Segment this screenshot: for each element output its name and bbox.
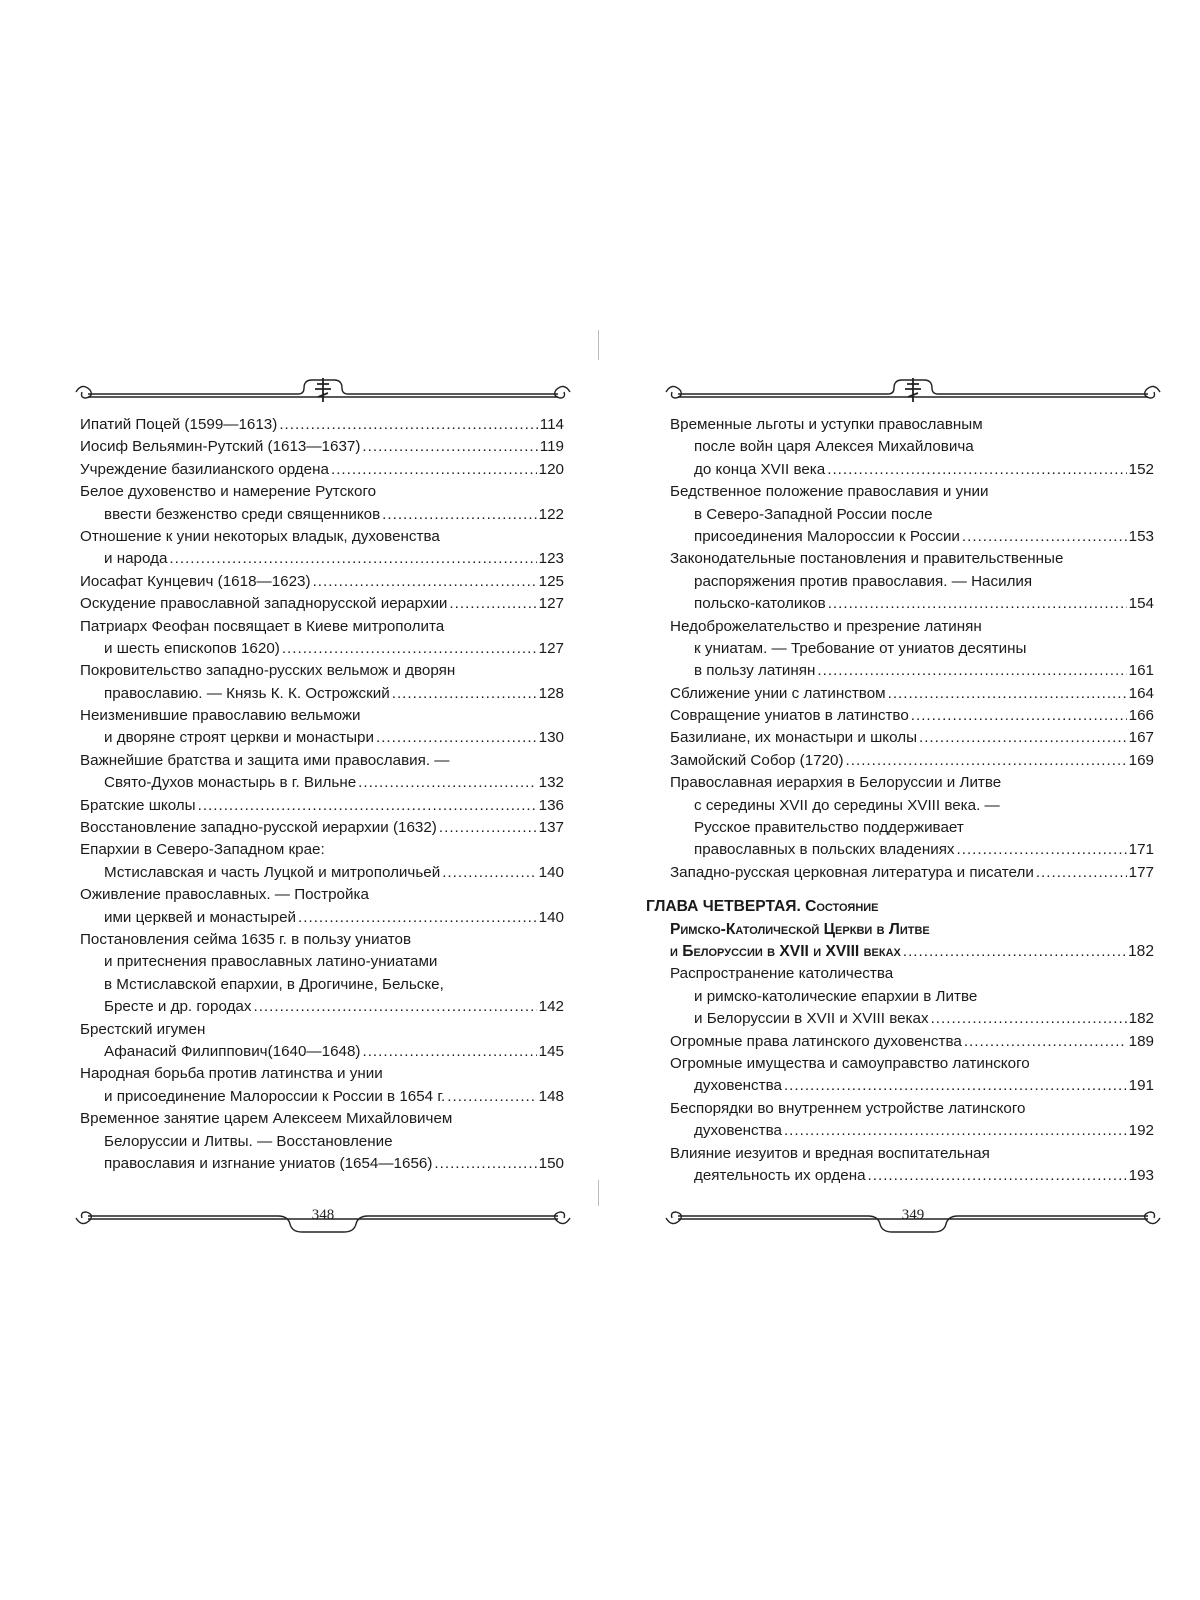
toc-entry-text: Иосиф Вельямин-Рутский (1613—1637) (80, 438, 361, 456)
toc-entry (80, 839, 564, 861)
toc-entry (670, 1031, 1154, 1053)
toc-entry (80, 727, 564, 749)
toc-entry (670, 414, 1154, 436)
toc-entry-page: 152 (1128, 460, 1154, 478)
toc-entry-text: Епархии в Северо-Западном крае: (80, 841, 325, 859)
toc-entry (80, 705, 564, 727)
toc-entry-text: и шесть епископов 1620) (104, 639, 280, 657)
dot-leader (911, 705, 1127, 727)
toc-entry-page: 137 (538, 819, 564, 837)
toc-entry-text: православию. — Князь К. К. Острожский (104, 684, 390, 702)
toc-entry (80, 951, 564, 973)
toc-entry (670, 705, 1154, 727)
toc-entry (670, 436, 1154, 458)
toc-entry-text: и присоединение Малороссии к России в 1654 г. (104, 1087, 446, 1105)
toc-entry-text: Ипатий Поцей (1599—1613) (80, 416, 278, 433)
toc-entry-text: ими церквей и монастырей (104, 908, 297, 926)
toc-entry-text: Законодательные постановления и правительственные (670, 550, 1064, 568)
toc-entry-text: духовенства (694, 1077, 782, 1095)
chapter-title-line3-row (670, 941, 1154, 963)
dot-leader (817, 660, 1126, 682)
toc-entry-text: Огромные имущества и самоуправство латинского (670, 1054, 1030, 1072)
toc-entry-text: Недоброжелательство и презрение латинян (670, 617, 982, 635)
toc-entry (670, 660, 1154, 682)
dot-leader (298, 907, 537, 929)
toc-entry-page: 148 (538, 1087, 564, 1105)
page-number-left: 348 (311, 1207, 335, 1223)
toc-entry-text: Бедственное положение православия и унии (670, 483, 989, 501)
toc-entry-text: Постановления сейма 1635 г. в пользу униатов (80, 930, 412, 948)
toc-entry-page: 120 (538, 460, 564, 478)
gutter-mark (598, 330, 599, 360)
toc-entry-text: Оскудение православной западнорусской иерархии (80, 595, 448, 613)
toc-entry (80, 436, 564, 458)
toc-entry-page: 142 (538, 998, 564, 1016)
dot-leader (362, 436, 537, 458)
dot-leader (362, 1041, 536, 1063)
toc-entry (80, 1108, 564, 1130)
chapter-title-line1: Состояние (805, 898, 879, 916)
toc-entry-page: 122 (538, 505, 564, 523)
toc-entry-text: Иосафат Кунцевич (1618—1623) (80, 572, 311, 590)
toc-entry-text: Замойский Собор (1720) (670, 751, 844, 769)
dot-leader (198, 795, 537, 817)
toc-entry-text: Бресте и др. городах (104, 998, 252, 1016)
toc-entry-page: 164 (1128, 684, 1154, 702)
toc-entry-text: ввести безженство среди священников (104, 505, 381, 523)
toc-entry-page: 145 (538, 1042, 564, 1060)
toc-entry (80, 548, 564, 570)
dot-leader (253, 996, 536, 1018)
toc-entry (670, 1075, 1154, 1097)
toc-entry (670, 986, 1154, 1008)
toc-entry-page: 192 (1128, 1122, 1154, 1140)
top-ornament-left (68, 372, 578, 408)
toc-entry-text: Покровительство западно-русских вельмож и дворян (80, 662, 456, 680)
toc-entry (670, 1165, 1154, 1187)
toc-entry (80, 683, 564, 705)
toc-entry-page: 182 (1128, 1010, 1154, 1028)
toc-entry (80, 750, 564, 772)
dot-leader (313, 571, 537, 593)
toc-entry (670, 593, 1154, 615)
chapter-title-line2: Римско-Католической Церкви в Литве (670, 920, 930, 938)
dot-leader (282, 638, 537, 660)
dot-leader (358, 772, 537, 794)
dot-leader (331, 459, 537, 481)
toc-entry (670, 727, 1154, 749)
toc-entry (670, 571, 1154, 593)
toc-entry-page: 130 (538, 729, 564, 747)
dot-leader (434, 1153, 536, 1175)
toc-entry-text: Отношение к унии некоторых владык, духовенства (80, 527, 440, 545)
toc-entry-text: с середины XVII до середины XVIII века. — (694, 796, 1000, 814)
toc-entry-page: 119 (539, 438, 564, 456)
toc-entry-page: 161 (1128, 662, 1154, 680)
toc-entry-text: Мстиславская и часть Луцкой и митрополичьей (104, 863, 441, 881)
toc-entry-text: духовенства (694, 1122, 782, 1140)
toc-entry (80, 593, 564, 615)
toc-entry-text: и притеснения православных латино-униатами (104, 953, 438, 971)
dot-leader (846, 750, 1127, 772)
toc-entry-text: польско-католиков (694, 595, 826, 613)
toc-entry-page: 166 (1128, 707, 1154, 725)
toc-entry-text: в Северо-Западной России после (694, 505, 933, 523)
toc-entry (80, 616, 564, 638)
toc-right (646, 414, 1154, 1187)
toc-entry (80, 1019, 564, 1041)
toc-entry-page: 140 (538, 863, 564, 881)
toc-entry-text: Огромные права латинского духовенства (670, 1032, 962, 1050)
toc-entry-text: Православная иерархия в Белоруссии и Литве (670, 774, 1002, 792)
toc-entry-text: Учреждение базилианского ордена (80, 460, 329, 478)
toc-entry (670, 616, 1154, 638)
toc-entry (80, 459, 564, 481)
toc-entry-text: Временное занятие царем Алексеем Михайловичем (80, 1110, 453, 1128)
dot-leader (868, 1165, 1127, 1187)
toc-entry-page: 169 (1128, 751, 1154, 769)
toc-entry (80, 772, 564, 794)
toc-entry (80, 1131, 564, 1153)
toc-entry (670, 481, 1154, 503)
toc-entry-page: 128 (538, 684, 564, 702)
toc-entry-text: Оживление православных. — Постройка (80, 886, 369, 904)
toc-entry-text: Распространение католичества (670, 965, 894, 983)
toc-entry-page: 167 (1128, 729, 1154, 747)
toc-entry-text: Беспорядки во внутреннем устройстве латинского (670, 1099, 1026, 1117)
toc-entry-page: 154 (1128, 595, 1154, 613)
toc-entry (670, 1008, 1154, 1030)
toc-entry (80, 638, 564, 660)
dot-leader (439, 817, 537, 839)
toc-entry-page: 177 (1128, 863, 1154, 881)
toc-entry (670, 504, 1154, 526)
bottom-ornament-left (68, 1204, 578, 1240)
toc-entry-page: 127 (538, 595, 564, 613)
dot-leader (964, 1031, 1127, 1053)
toc-entry-text: Временные льготы и уступки православным (670, 416, 983, 433)
page-number-right: 349 (901, 1207, 925, 1223)
chapter-heading (646, 896, 1154, 918)
dot-leader (382, 504, 536, 526)
toc-entry-text: распоряжения против православия. — Насилия (694, 572, 1033, 590)
toc-entry-text: Неизменившие православию вельможи (80, 707, 361, 725)
toc-entry-text: деятельность их ордена (694, 1166, 866, 1184)
toc-entry (80, 414, 564, 436)
toc-entry (670, 963, 1154, 985)
toc-entry-page: 114 (539, 416, 564, 433)
toc-entry (80, 571, 564, 593)
dot-leader (169, 548, 536, 570)
toc-entry (80, 1153, 564, 1175)
toc-entry-text: Свято-Духов монастырь в г. Вильне (104, 774, 357, 792)
toc-entry (670, 862, 1154, 884)
toc-entry-text: Совращение униатов в латинство (670, 707, 909, 725)
toc-entry-text: православия и изгнание униатов (1654—1656) (104, 1154, 433, 1172)
toc-entry-text: Сближение унии с латинством (670, 684, 886, 702)
toc-entry (670, 526, 1154, 548)
toc-entry (670, 638, 1154, 660)
toc-entry-text: в пользу латинян (694, 662, 816, 680)
toc-entry-page: 123 (538, 550, 564, 568)
toc-entry-page: 189 (1128, 1032, 1154, 1050)
chapter-title-line2-row (670, 919, 1154, 941)
dot-leader (903, 941, 1126, 963)
toc-entry-text: Народная борьба против латинства и унии (80, 1065, 383, 1083)
toc-entry-text: Западно-русская церковная литература и писатели (670, 863, 1034, 881)
toc-entry-text: Патриарх Феофан посвящает в Киеве митрополита (80, 617, 445, 635)
toc-entry-page: 191 (1128, 1077, 1154, 1095)
toc-entry-text: к униатам. — Требование от униатов десятины (694, 639, 1027, 657)
dot-leader (888, 683, 1127, 705)
toc-entry-page: 132 (538, 774, 564, 792)
dot-leader (962, 526, 1127, 548)
bottom-ornament-right (658, 1204, 1168, 1240)
toc-entry (670, 548, 1154, 570)
toc-left (80, 414, 564, 1175)
toc-entry-text: Братские школы (80, 796, 196, 814)
toc-entry (670, 750, 1154, 772)
toc-entry (80, 929, 564, 951)
toc-entry-text: до конца XVII века (694, 460, 826, 478)
toc-entry (670, 1098, 1154, 1120)
toc-entry (80, 1063, 564, 1085)
toc-entry (670, 683, 1154, 705)
toc-entry (80, 884, 564, 906)
dot-leader (279, 414, 537, 436)
dot-leader (919, 727, 1127, 749)
dot-leader (449, 593, 536, 615)
dot-leader (784, 1075, 1127, 1097)
toc-entry-text: Влияние иезуитов и вредная воспитательная (670, 1144, 990, 1162)
toc-entry (670, 795, 1154, 817)
toc-entry (670, 1120, 1154, 1142)
toc-entry (670, 839, 1154, 861)
toc-entry-text: Белоруссии и Литвы. — Восстановление (104, 1132, 393, 1150)
toc-entry-text: Брестский игумен (80, 1020, 206, 1038)
toc-entry-text: и римско-католические епархии в Литве (694, 987, 978, 1005)
toc-entry-text: Восстановление западно-русской иерархии (1632) (80, 819, 437, 837)
dot-leader (376, 727, 537, 749)
dot-leader (827, 459, 1126, 481)
toc-entry (80, 1041, 564, 1063)
toc-entry-text: Базилиане, их монастыри и школы (670, 729, 917, 747)
spacer (670, 884, 1154, 896)
dot-leader (957, 839, 1127, 861)
dot-leader (784, 1120, 1127, 1142)
top-ornament-right (658, 372, 1168, 408)
toc-entry-page: 140 (538, 908, 564, 926)
toc-entry (80, 974, 564, 996)
orthodox-cross-ornament-icon (68, 372, 578, 408)
toc-entry-text: Белое духовенство и намерение Рутского (80, 483, 377, 501)
dot-leader (442, 862, 536, 884)
dot-leader (931, 1008, 1127, 1030)
toc-entry-text: православных в польских владениях (694, 841, 955, 859)
dot-leader (392, 683, 537, 705)
chapter-page: 182 (1127, 942, 1154, 960)
toc-entry (80, 795, 564, 817)
toc-entry (80, 504, 564, 526)
toc-entry (80, 907, 564, 929)
toc-entry (80, 1086, 564, 1108)
toc-entry-text: Важнейшие братства и защита ими православия. — (80, 751, 450, 769)
toc-entry-page: 125 (538, 572, 564, 590)
chapter-label: ГЛАВА ЧЕТВЕРТАЯ. (646, 898, 801, 916)
toc-entry (80, 862, 564, 884)
toc-entry-page: 150 (538, 1154, 564, 1172)
toc-entry-text: Русское правительство поддерживает (694, 819, 964, 837)
toc-entry-text: и дворяне строят церкви и монастыри (104, 729, 374, 747)
toc-entry-page: 193 (1128, 1166, 1154, 1184)
toc-entry-text: и народа (104, 550, 168, 568)
toc-entry (80, 526, 564, 548)
dot-leader (1036, 862, 1127, 884)
chapter-title-line3: и Белоруссии в XVII и XVIII веках (670, 942, 901, 960)
toc-entry-text: после войн царя Алексея Михайловича (694, 438, 974, 456)
toc-entry-text: Афанасий Филиппович(1640—1648) (104, 1042, 361, 1060)
gutter-mark (598, 1180, 599, 1206)
dot-leader (447, 1086, 536, 1108)
toc-entry-page: 127 (538, 639, 564, 657)
toc-entry-page: 153 (1128, 527, 1154, 545)
toc-entry (670, 772, 1154, 794)
toc-entry-text: и Белоруссии в XVII и XVIII веках (694, 1010, 929, 1028)
toc-entry-text: присоединения Малороссии к России (694, 527, 960, 545)
toc-entry-page: 171 (1128, 841, 1154, 859)
dot-leader (828, 593, 1127, 615)
toc-entry (80, 481, 564, 503)
toc-entry-text: в Мстиславской епархии, в Дрогичине, Бельске, (104, 975, 444, 993)
toc-entry (80, 817, 564, 839)
toc-entry (670, 1143, 1154, 1165)
orthodox-cross-ornament-icon (658, 372, 1168, 408)
toc-entry (670, 1053, 1154, 1075)
toc-entry (80, 996, 564, 1018)
toc-entry-page: 136 (538, 796, 564, 814)
toc-entry (80, 660, 564, 682)
toc-entry (670, 817, 1154, 839)
toc-entry (670, 459, 1154, 481)
